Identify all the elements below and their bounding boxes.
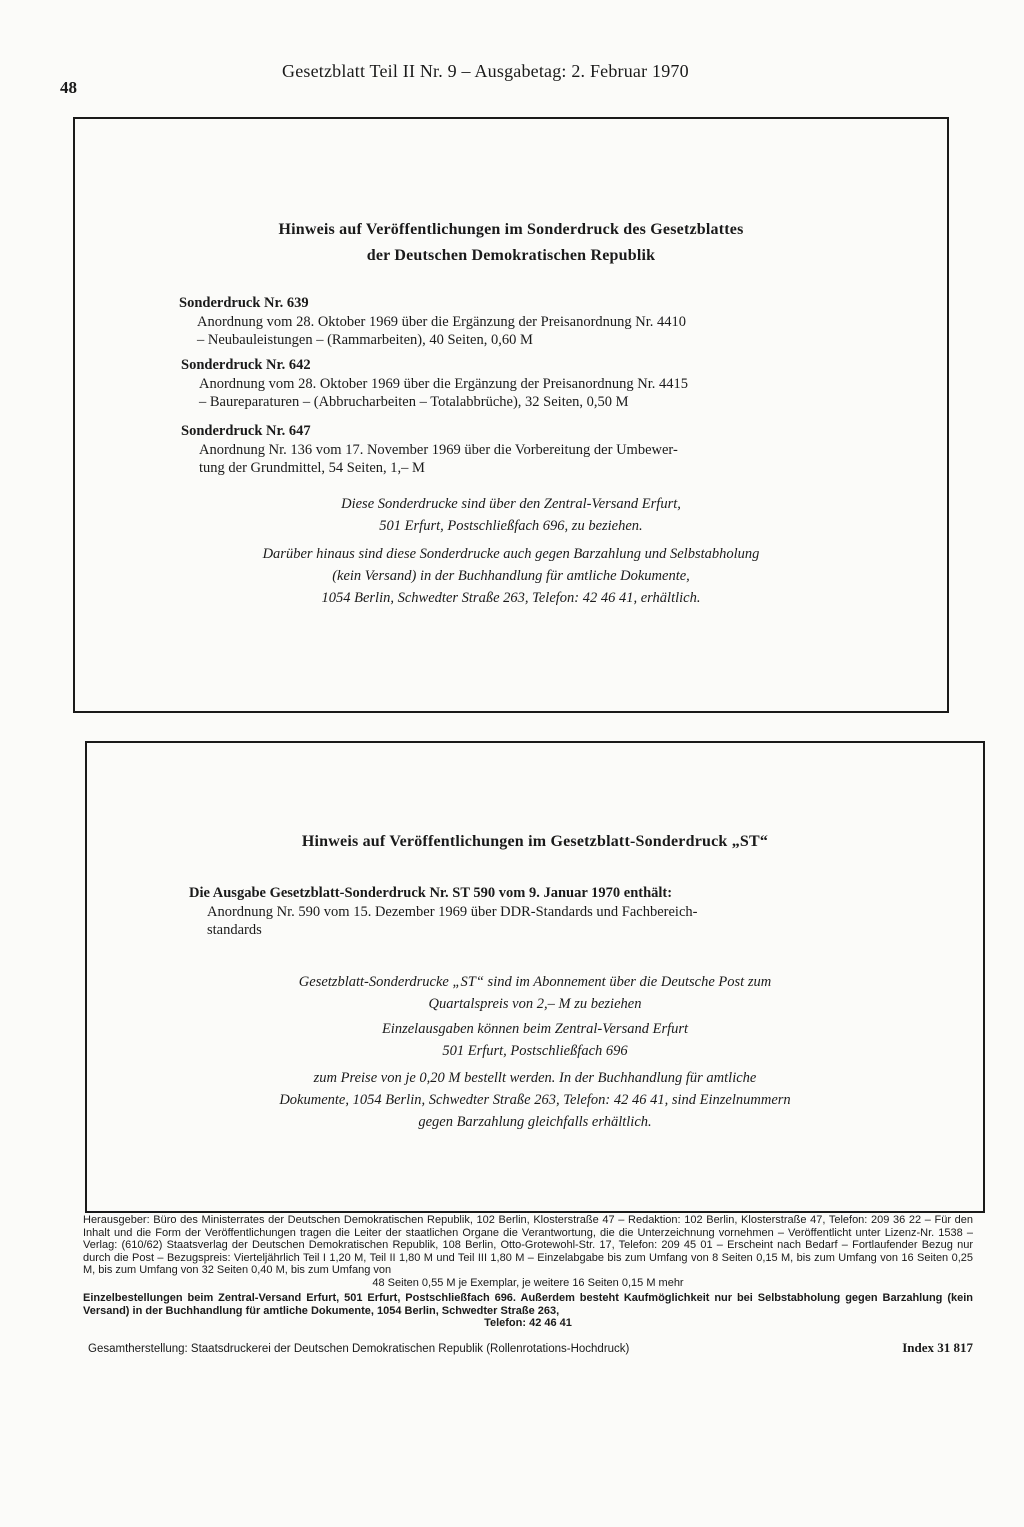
imprint-publisher-text-end: 48 Seiten 0,55 M je Exemplar, je weitere 16 Seiten 0,15 M mehr <box>372 1276 684 1289</box>
entry-desc-line: – Neubauleistungen – (Rammarbeiten), 40 Seiten, 0,60 M <box>197 332 533 348</box>
subscription-note <box>87 971 983 1015</box>
running-head: Gesetzblatt Teil II Nr. 9 – Ausgabetag: 2. Februar 1970 <box>282 61 689 81</box>
entry-desc-line: Anordnung vom 28. Oktober 1969 über die Ergänzung der Preisanordnung Nr. 4410 <box>197 314 687 330</box>
entry-description <box>189 903 909 939</box>
price-note <box>87 1067 983 1133</box>
entry-label: Die Ausgabe Gesetzblatt-Sonderdruck Nr. ST 590 vom 9. Januar 1970 enthält: <box>189 885 673 901</box>
note-line: 501 Erfurt, Postschließfach 696 <box>442 1043 628 1059</box>
note-line: Darüber hinaus sind diese Sonderdrucke auch gegen Barzahlung und Selbstabholung <box>262 546 760 562</box>
list-item <box>181 421 881 477</box>
ordering-note <box>75 493 947 537</box>
list-item <box>181 355 881 411</box>
note-line: Diese Sonderdrucke sind über den Zentral-Versand Erfurt, <box>341 496 681 512</box>
list-item <box>179 293 879 349</box>
box1-title-line1: Hinweis auf Veröffentlichungen im Sonderdruck des Gesetzblattes <box>278 221 744 238</box>
entry-desc-line: – Baureparaturen – (Abbrucharbeiten – Totalabbrüche), 32 Seiten, 0,50 M <box>199 394 629 410</box>
entry-desc-line: Anordnung Nr. 590 vom 15. Dezember 1969 über DDR-Standards und Fachbereich- <box>207 904 698 920</box>
box1-title <box>75 217 947 269</box>
entry-label: Sonderdruck Nr. 642 <box>181 357 311 373</box>
st-sonderdruck-notice-box <box>85 741 985 1213</box>
entry-label: Sonderdruck Nr. 647 <box>181 423 311 439</box>
page-number: 48 <box>60 78 77 97</box>
bookshop-note <box>75 543 947 609</box>
imprint-publisher-text: Herausgeber: Büro des Ministerrates der Deutschen Demokratischen Republik, 102 Berlin, Klosterstraße 47 – Redaktion: 102 Berlin, Klosterstraße 47, Telefon: 209 36 22 – Für den Inhalt und die Form der Veröffentlichungen tragen die Leiter der staatlichen Organe die Verantwortung, die die Unterzeichnung vornehmen – Veröffentlicht unter Lizenz-Nr. 1538 – Verlag: (610/62) Staatsverlag der Deutschen Demokratischen Republik, 108 Berlin, Otto-Grotewohl-Str. 17, Telefon: 209 45 01 – Erscheint nach Bedarf – Fortlaufender Bezug nur durch die Post – Bezugspreis: Vierteljährlich Teil I 1,20 M, Teil II 1,80 M und Teil III 1,80 M – Einzelabgabe bis zum Umfang von 8 Seiten 0,15 M, bis zum Umfang von 16 Seiten 0,25 M, bis zum Umfang von 32 Seiten 0,40 M, bis zum Umfang von <box>83 1214 973 1276</box>
note-line: (kein Versand) in der Buchhandlung für amtliche Dokumente, <box>332 568 690 584</box>
note-line: Gesetzblatt-Sonderdrucke „ST“ sind im Abonnement über die Deutsche Post zum <box>298 974 772 990</box>
imprint-ordering-text-end: Telefon: 42 46 41 <box>484 1317 572 1329</box>
note-line: 501 Erfurt, Postschließfach 696, zu beziehen. <box>379 518 643 534</box>
note-line: Einzelausgaben können beim Zentral-Versand Erfurt <box>381 1021 689 1037</box>
box2-title: Hinweis auf Veröffentlichungen im Gesetzblatt-Sonderdruck „ST“ <box>301 833 769 850</box>
imprint-ordering-text: Einzelbestellungen beim Zentral-Versand Erfurt, 501 Erfurt, Postschließfach 696. Außerdem besteht Kaufmöglichkeit nur bei Selbstabholung gegen Barzahlung (kein Versand) in der Buchhandlung für amtliche Dokumente, 1054 Berlin, Schwedter Straße 263, <box>83 1292 973 1317</box>
entry-desc-line: tung der Grundmittel, 54 Seiten, 1,– M <box>199 460 425 476</box>
single-issue-note <box>87 1018 983 1062</box>
entry-desc-line: Anordnung vom 28. Oktober 1969 über die Ergänzung der Preisanordnung Nr. 4415 <box>199 376 689 392</box>
list-item <box>189 883 909 939</box>
note-line: Quartalspreis von 2,– M zu beziehen <box>428 996 642 1012</box>
entry-label: Sonderdruck Nr. 639 <box>179 295 309 311</box>
note-line: zum Preise von je 0,20 M bestellt werden. In der Buchhandlung für amtliche <box>313 1070 757 1086</box>
note-line: gegen Barzahlung gleichfalls erhältlich. <box>418 1114 652 1130</box>
note-line: Dokumente, 1054 Berlin, Schwedter Straße 263, Telefon: 42 46 41, sind Einzelnummern <box>279 1092 791 1108</box>
sonderdruck-notice-box <box>73 117 949 713</box>
entry-desc-line: Anordnung Nr. 136 vom 17. November 1969 über die Vorbereitung der Umbewer- <box>199 442 678 458</box>
printer-text: Gesamtherstellung: Staatsdruckerei der Deutschen Demokratischen Republik (Rollenrotations-Hochdruck) <box>88 1343 630 1355</box>
entry-desc-line: standards <box>207 922 262 938</box>
entry-description <box>179 313 879 349</box>
imprint <box>83 1214 973 1330</box>
imprint-printer <box>88 1340 973 1355</box>
entry-description <box>181 375 881 411</box>
note-line: 1054 Berlin, Schwedter Straße 263, Telefon: 42 46 41, erhältlich. <box>321 590 701 606</box>
index-number: Index 31 817 <box>902 1340 973 1355</box>
entry-description <box>181 441 881 477</box>
box1-title-line2: der Deutschen Demokratischen Republik <box>366 247 656 264</box>
